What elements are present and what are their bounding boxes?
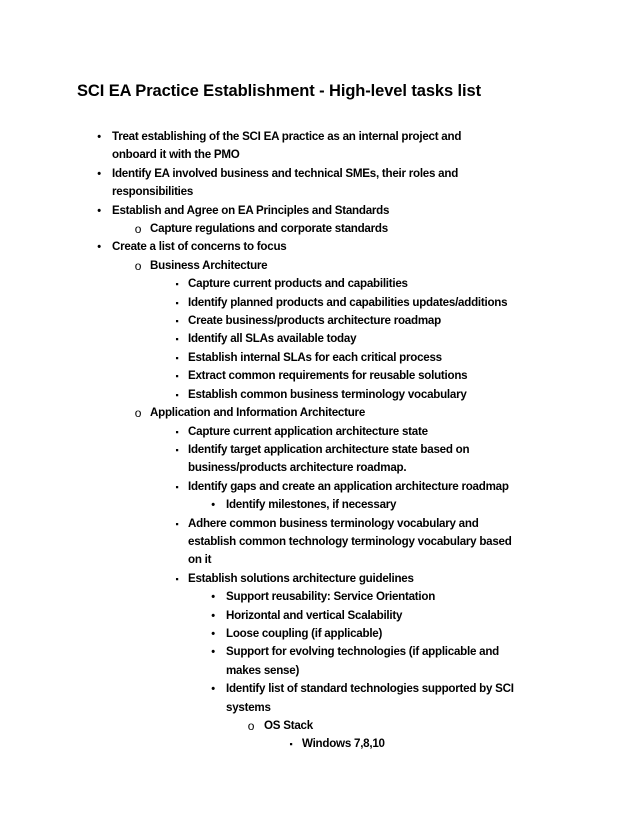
sub-list <box>264 735 638 753</box>
bullet-marker: • <box>97 167 101 180</box>
document-title: SCI EA Practice Establishment - High-level tasks list <box>77 82 481 100</box>
sub-list <box>112 257 638 754</box>
list-item <box>0 588 638 606</box>
sub-list <box>150 423 638 754</box>
list-item-text: Create a list of concerns to focus <box>112 240 287 254</box>
list-item-text: Establish common business terminology vocabulary <box>188 387 467 401</box>
list-item-text: Business Architecture <box>150 258 268 272</box>
square-marker: ▪ <box>175 297 179 308</box>
square-marker: ▪ <box>175 316 179 327</box>
list-item-text: Capture current application architecture state <box>188 424 428 438</box>
list-item <box>0 367 638 385</box>
list-item <box>0 165 638 202</box>
square-marker: ▪ <box>175 444 179 455</box>
list-item-text: Identify list of standard technologies supported by SCI <box>226 682 514 696</box>
list-item-text: responsibilities <box>112 185 194 199</box>
bullet-marker: • <box>211 627 215 640</box>
list-item <box>0 643 638 680</box>
bullet-marker: • <box>211 646 215 659</box>
list-item <box>0 312 638 330</box>
list-item-text: Capture regulations and corporate standards <box>150 222 388 236</box>
square-marker: ▪ <box>175 426 179 437</box>
list-item-text: Support for evolving technologies (if applicable and <box>226 645 500 659</box>
list-item <box>0 441 638 478</box>
list-item-text: Establish internal SLAs for each critical process <box>188 350 442 364</box>
list-item-text: Horizontal and vertical Scalability <box>226 608 403 622</box>
list-item <box>0 238 638 753</box>
list-item <box>0 386 638 404</box>
list-item-text: Identify planned products and capabilities updates/additions <box>188 295 508 309</box>
list-item-text: Windows 7,8,10 <box>302 737 385 751</box>
sub-list <box>188 588 638 754</box>
list-item-text: Capture current products and capabilities <box>188 277 408 291</box>
list-item <box>0 220 638 238</box>
circle-marker: o <box>247 719 255 733</box>
list-item <box>0 404 638 754</box>
list-item <box>0 257 638 404</box>
list-item <box>0 717 638 754</box>
circle-marker: o <box>134 406 142 421</box>
list-item-text: Loose coupling (if applicable) <box>226 626 383 640</box>
circle-marker: o <box>134 222 142 237</box>
bullet-marker: • <box>97 204 101 217</box>
bullet-marker: • <box>211 609 215 622</box>
list-item <box>0 515 638 570</box>
circle-marker: o <box>134 258 142 273</box>
list-item-text: Establish solutions architecture guidelines <box>188 571 414 585</box>
square-marker: ▪ <box>175 279 179 290</box>
list-item-text: on it <box>188 553 212 567</box>
list-item-text: Support reusability: Service Orientation <box>226 590 436 604</box>
list-item-text: Identify EA involved business and technical SMEs, their roles and <box>112 166 459 180</box>
list-item-text: Identify target application architecture state based on <box>188 442 470 456</box>
square-marker: ▪ <box>175 481 179 492</box>
list-item-text: business/products architecture roadmap. <box>188 461 407 475</box>
list-item-text: Treat establishing of the SCI EA practice as an internal project and <box>112 130 462 143</box>
bullet-marker: • <box>211 591 215 604</box>
list-item-text: Establish and Agree on EA Principles and Standards <box>112 203 390 217</box>
list-item <box>0 349 638 367</box>
list-item <box>0 680 638 754</box>
square-marker: ▪ <box>175 518 179 529</box>
list-item-text: OS Stack <box>264 719 313 732</box>
list-item-text: Identify gaps and create an application architecture roadmap <box>188 479 509 493</box>
bullet-marker: • <box>211 499 215 512</box>
list-item-text: Identify milestones, if necessary <box>226 498 397 512</box>
sub-list <box>112 220 638 238</box>
list-item <box>0 423 638 441</box>
sub-list <box>226 717 638 754</box>
bullet-marker: • <box>97 241 101 254</box>
list-item <box>0 330 638 348</box>
list-item <box>0 625 638 643</box>
list-item <box>0 128 638 165</box>
list-item-text: makes sense) <box>226 663 300 677</box>
square-marker: ▪ <box>175 371 179 382</box>
bullet-marker: • <box>97 131 101 143</box>
list-item <box>0 202 638 239</box>
bullet-marker: • <box>211 683 215 696</box>
square-marker: ▪ <box>175 573 179 584</box>
square-marker: ▪ <box>175 389 179 400</box>
list-item-text: onboard it with the PMO <box>112 148 240 162</box>
task-list <box>0 128 638 754</box>
list-item <box>0 570 638 754</box>
square-marker: ▪ <box>175 352 179 363</box>
list-item <box>0 275 638 293</box>
list-item-text: establish common technology terminology vocabulary based <box>188 534 512 548</box>
list-item <box>0 294 638 312</box>
sub-list <box>150 275 638 404</box>
list-item <box>0 735 638 753</box>
square-marker: ▪ <box>175 334 179 345</box>
list-item <box>0 607 638 625</box>
list-item-text: Application and Information Architecture <box>150 406 366 420</box>
list-item-text: Extract common requirements for reusable solutions <box>188 369 468 383</box>
list-item <box>0 478 638 515</box>
list-item <box>0 496 638 514</box>
list-item-text: systems <box>226 700 271 714</box>
list-item-text: Create business/products architecture roadmap <box>188 314 441 328</box>
sub-list <box>188 496 638 514</box>
list-item-text: Identify all SLAs available today <box>188 332 357 346</box>
square-marker: ▪ <box>289 739 293 750</box>
list-item-text: Adhere common business terminology vocabulary and <box>188 516 479 530</box>
